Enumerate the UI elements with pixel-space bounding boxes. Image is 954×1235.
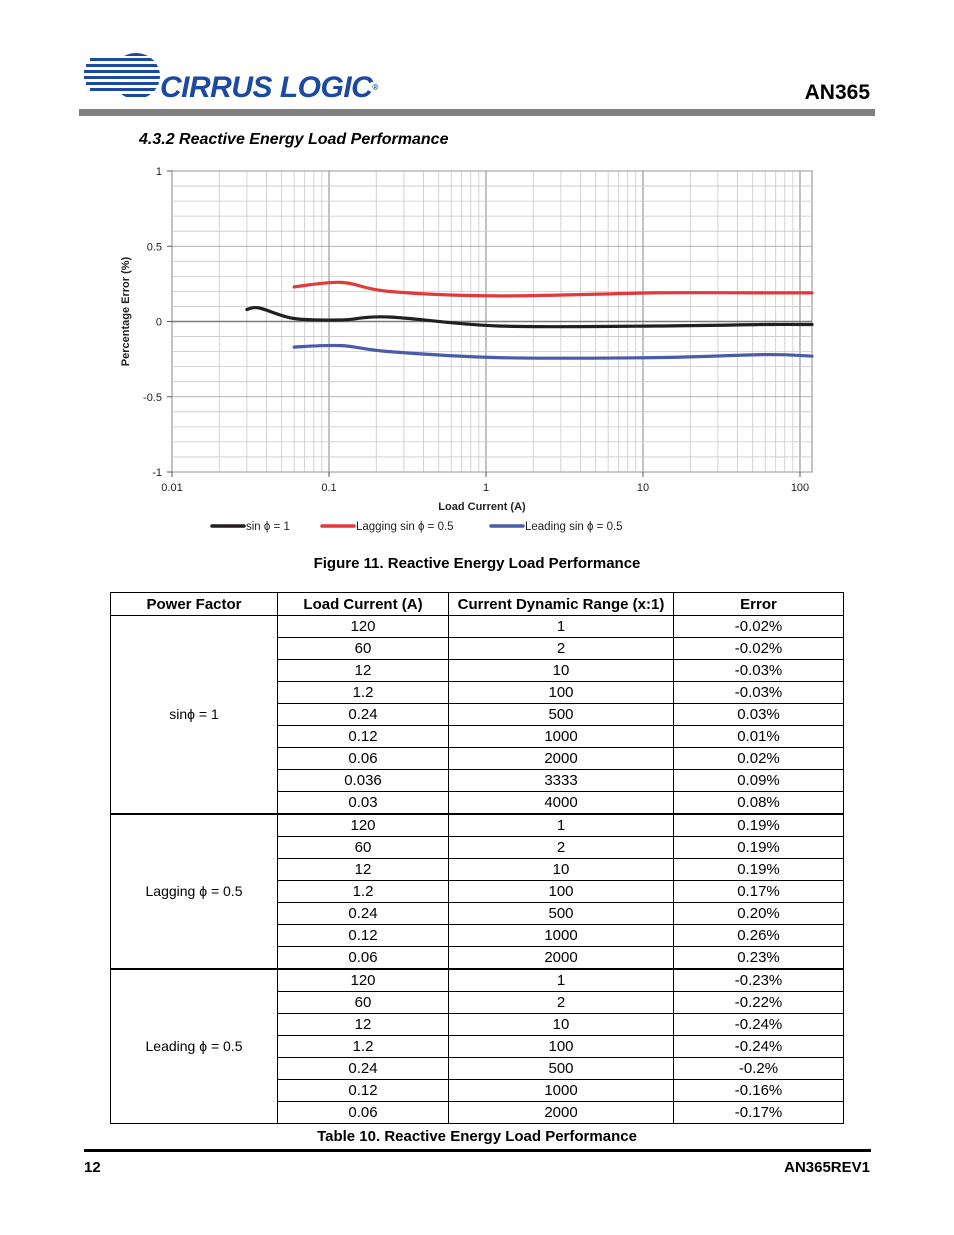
- load-current-cell: 0.24: [278, 704, 449, 726]
- dynamic-range-cell: 100: [449, 881, 674, 903]
- y-tick-label: -0.5: [143, 391, 162, 404]
- power-factor-cell: Leading ϕ = 0.5: [111, 969, 278, 1124]
- registered-mark: ®: [372, 83, 378, 92]
- header-power-factor: Power Factor: [111, 593, 278, 616]
- x-tick-label: 100: [790, 482, 810, 494]
- error-cell: 0.20%: [674, 903, 844, 925]
- error-cell: 0.19%: [674, 814, 844, 837]
- load-current-cell: 0.03: [278, 792, 449, 815]
- error-cell: 0.09%: [674, 770, 844, 792]
- error-cell: 0.01%: [674, 726, 844, 748]
- error-cell: -0.24%: [674, 1014, 844, 1036]
- table-row: [111, 969, 844, 992]
- dynamic-range-cell: 1000: [449, 925, 674, 947]
- error-cell: -0.22%: [674, 992, 844, 1014]
- dynamic-range-cell: 10: [449, 859, 674, 881]
- load-current-cell: 120: [278, 814, 449, 837]
- load-current-cell: 120: [278, 969, 449, 992]
- error-cell: -0.03%: [674, 682, 844, 704]
- cirrus-logo-icon: [84, 53, 160, 99]
- load-current-cell: 12: [278, 660, 449, 682]
- header-error: Error: [674, 593, 844, 616]
- load-current-cell: 1.2: [278, 682, 449, 704]
- error-cell: 0.17%: [674, 881, 844, 903]
- footer-divider: [84, 1149, 871, 1152]
- error-cell: -0.02%: [674, 638, 844, 660]
- load-current-cell: 0.24: [278, 1058, 449, 1080]
- dynamic-range-cell: 4000: [449, 792, 674, 815]
- load-current-cell: 0.036: [278, 770, 449, 792]
- document-revision: AN365REV1: [784, 1159, 870, 1176]
- error-cell: 0.26%: [674, 925, 844, 947]
- dynamic-range-cell: 2: [449, 992, 674, 1014]
- dynamic-range-cell: 1000: [449, 726, 674, 748]
- dynamic-range-cell: 10: [449, 1014, 674, 1036]
- dynamic-range-cell: 500: [449, 704, 674, 726]
- page-number: 12: [84, 1159, 101, 1176]
- header-divider: [79, 109, 875, 116]
- legend-lagging-label: Lagging sin ϕ = 0.5: [356, 521, 454, 533]
- dynamic-range-cell: 2000: [449, 1102, 674, 1124]
- load-current-cell: 0.06: [278, 947, 449, 970]
- error-cell: 0.03%: [674, 704, 844, 726]
- x-axis-label: Load Current (A): [438, 501, 526, 513]
- error-cell: 0.19%: [674, 837, 844, 859]
- legend-sin-phi-1-label: sin ϕ = 1: [246, 521, 290, 533]
- error-cell: -0.17%: [674, 1102, 844, 1124]
- x-tick-label: 0.1: [321, 482, 337, 494]
- y-tick-label: 1: [155, 166, 162, 178]
- load-current-cell: 60: [278, 992, 449, 1014]
- x-tick-label: 0.01: [161, 482, 183, 494]
- x-tick-label: 1: [482, 482, 490, 494]
- load-current-cell: 0.06: [278, 1102, 449, 1124]
- header-dynamic-range: Current Dynamic Range (x:1): [449, 593, 674, 616]
- dynamic-range-cell: 500: [449, 903, 674, 925]
- dynamic-range-cell: 2000: [449, 947, 674, 970]
- table-row: [111, 616, 844, 638]
- dynamic-range-cell: 2000: [449, 748, 674, 770]
- error-cell: 0.02%: [674, 748, 844, 770]
- dynamic-range-cell: 1: [449, 814, 674, 837]
- power-factor-cell: Lagging ϕ = 0.5: [111, 814, 278, 969]
- dynamic-range-cell: 3333: [449, 770, 674, 792]
- table-row: [111, 814, 844, 837]
- load-current-cell: 0.12: [278, 726, 449, 748]
- dynamic-range-cell: 500: [449, 1058, 674, 1080]
- load-current-cell: 60: [278, 837, 449, 859]
- dynamic-range-cell: 100: [449, 682, 674, 704]
- dynamic-range-cell: 1: [449, 616, 674, 638]
- brand-name: CIRRUS LOGIC®: [160, 71, 378, 104]
- error-cell: -0.02%: [674, 616, 844, 638]
- load-current-cell: 60: [278, 638, 449, 660]
- document-id: AN365: [804, 81, 870, 104]
- dynamic-range-cell: 2: [449, 638, 674, 660]
- error-cell: -0.03%: [674, 660, 844, 682]
- dynamic-range-cell: 1: [449, 969, 674, 992]
- load-current-cell: 1.2: [278, 1036, 449, 1058]
- load-current-cell: 0.12: [278, 1080, 449, 1102]
- error-cell: 0.23%: [674, 947, 844, 970]
- dynamic-range-cell: 100: [449, 1036, 674, 1058]
- dynamic-range-cell: 10: [449, 660, 674, 682]
- y-axis-label: Percentage Error (%): [120, 256, 132, 367]
- y-tick-label: 0: [155, 316, 162, 329]
- load-current-cell: 120: [278, 616, 449, 638]
- load-current-cell: 0.24: [278, 903, 449, 925]
- error-cell: -0.2%: [674, 1058, 844, 1080]
- header-load-current: Load Current (A): [278, 593, 449, 616]
- section-heading: 4.3.2 Reactive Energy Load Performance: [139, 131, 449, 148]
- load-current-cell: 0.12: [278, 925, 449, 947]
- error-cell: -0.16%: [674, 1080, 844, 1102]
- table-caption: Table 10. Reactive Energy Load Performance: [317, 1128, 637, 1145]
- y-tick-label: -1: [152, 467, 162, 479]
- error-cell: -0.24%: [674, 1036, 844, 1058]
- figure-caption: Figure 11. Reactive Energy Load Performance: [313, 555, 641, 572]
- load-current-cell: 1.2: [278, 881, 449, 903]
- dynamic-range-cell: 1000: [449, 1080, 674, 1102]
- dynamic-range-cell: 2: [449, 837, 674, 859]
- reactive-energy-chart: [110, 160, 830, 545]
- y-tick-label: 0.5: [146, 241, 162, 254]
- table-header-row: [111, 593, 844, 616]
- x-tick-label: 10: [636, 482, 650, 494]
- error-cell: 0.08%: [674, 792, 844, 815]
- load-current-cell: 12: [278, 1014, 449, 1036]
- legend-leading-label: Leading sin ϕ = 0.5: [525, 521, 623, 533]
- power-factor-cell: sinϕ = 1: [111, 616, 278, 815]
- error-cell: 0.19%: [674, 859, 844, 881]
- error-cell: -0.23%: [674, 969, 844, 992]
- performance-table: [110, 592, 844, 1124]
- load-current-cell: 0.06: [278, 748, 449, 770]
- load-current-cell: 12: [278, 859, 449, 881]
